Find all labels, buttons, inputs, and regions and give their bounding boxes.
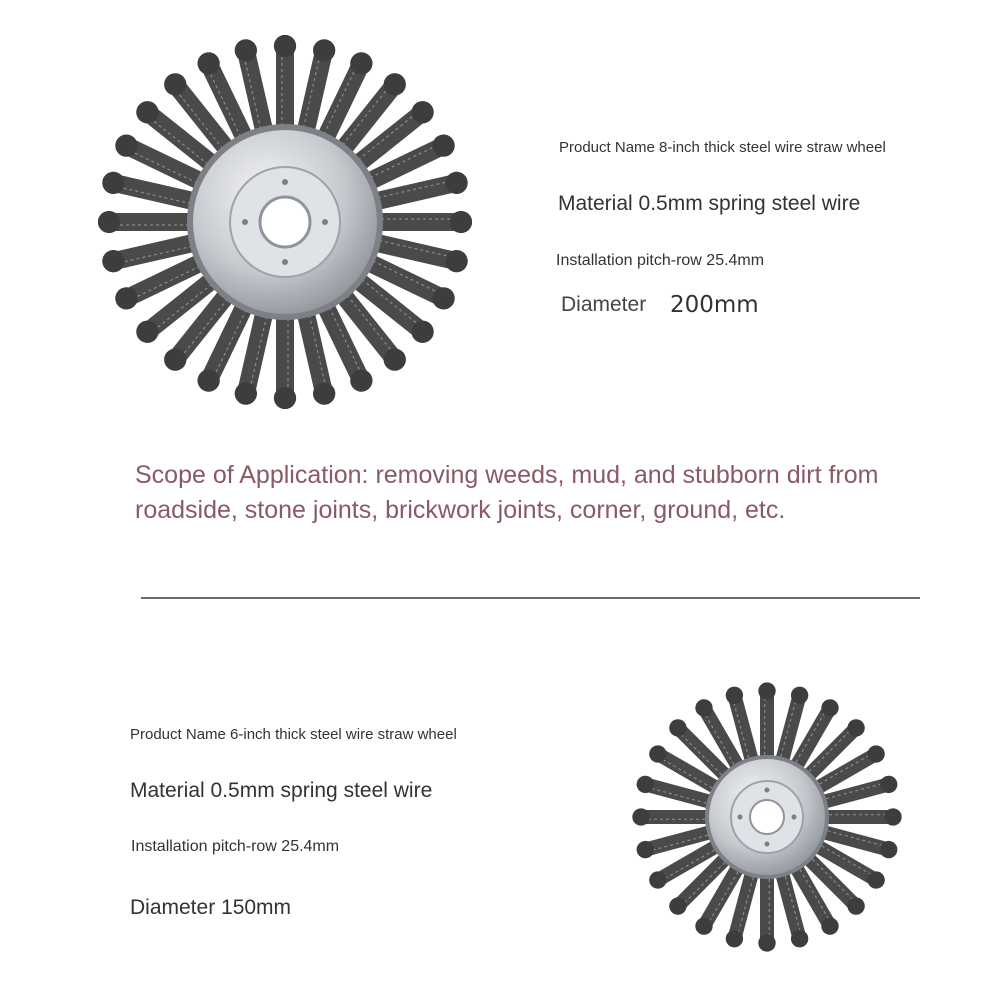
material-6inch: Material 0.5mm spring steel wire <box>130 779 433 802</box>
material-8inch: Material 0.5mm spring steel wire <box>558 192 861 215</box>
diameter-value-8inch: 200mm <box>670 292 759 318</box>
wire-wheel-6inch-icon <box>632 682 902 952</box>
product-name-6inch: Product Name 6-inch thick steel wire straw wheel <box>130 726 457 743</box>
product-name-8inch: Product Name 8-inch thick steel wire straw wheel <box>559 139 886 156</box>
installation-6inch: Installation pitch-row 25.4mm <box>131 838 340 855</box>
section-divider <box>141 597 920 599</box>
wire-wheel-8inch-icon <box>98 35 472 409</box>
diameter-6inch: Diameter 150mm <box>130 896 292 919</box>
installation-8inch: Installation pitch-row 25.4mm <box>556 252 765 269</box>
scope-of-application: Scope of Application: removing weeds, mud, and stubborn dirt from roadside, stone joints, brickwork joints, corner, ground, etc. <box>135 461 879 524</box>
diameter-label-8inch: Diameter <box>561 293 647 316</box>
